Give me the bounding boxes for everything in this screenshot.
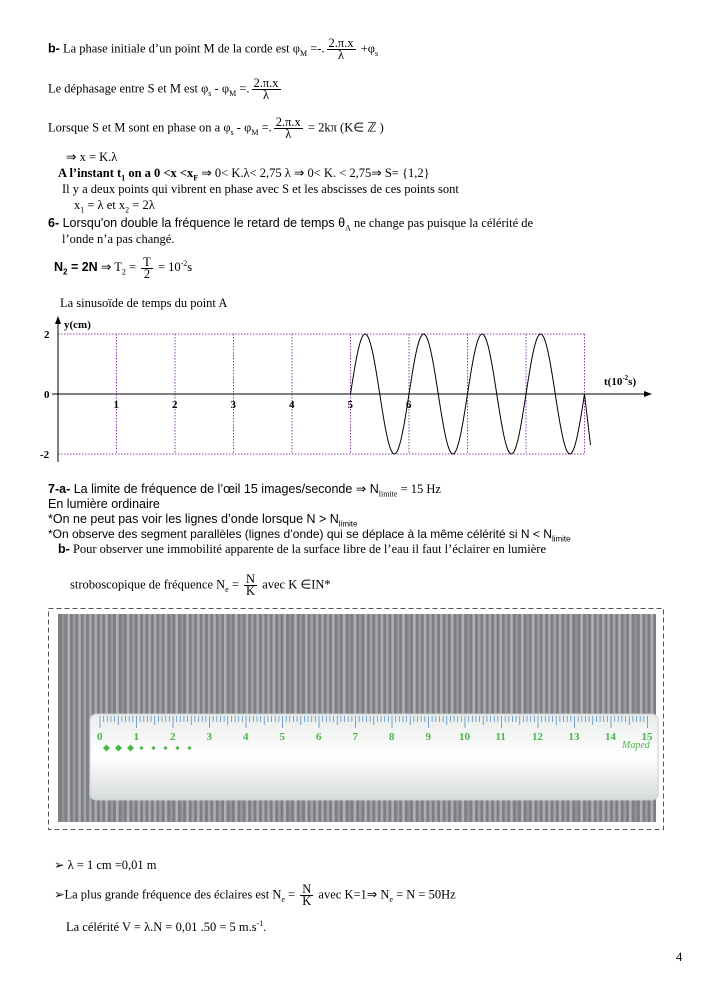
- y-axis-arrow: [55, 316, 61, 324]
- fraction: $\frac{N}{K}$: [302, 882, 312, 908]
- fraction: $\frac{2.\pi.x}{\lambda}$: [275, 115, 301, 141]
- sinusoide-title: La sinusoïde de temps du point A: [60, 296, 228, 310]
- frequence-line: ➢La plus grande fréquence des éclaires est $N_e$ = $\frac{N}{K}$ avec K=1⇒ $N_e = N = 50Hz$: [54, 882, 456, 908]
- ruler-number: 10: [459, 731, 470, 743]
- question-6-line2: l’onde n’a pas changé.: [62, 232, 175, 246]
- x-axis-arrow: [644, 391, 652, 397]
- n2-line: $N_2 = 2N$ ⇒ $T_2$ = $\frac{T}{2}$ = $10^{-2}s$: [54, 254, 193, 281]
- x-tick-label: 1: [113, 399, 119, 411]
- two-points-line: Il y a deux points qui vibrent en phase avec S et les abscisses de ces points sont: [62, 182, 459, 196]
- ruler-number: 8: [389, 731, 395, 743]
- ruler-number: 14: [605, 731, 616, 743]
- ruler-number: 4: [243, 731, 249, 743]
- ruler-number: 7: [352, 731, 358, 743]
- b2-line: b- Pour observer une immobilité apparente de la surface libre de l’eau il faut l’éclairer en lumière: [58, 542, 546, 556]
- x-tick-label: 5: [347, 399, 353, 411]
- question-6-line: 6- Lorsqu'on double la fréquence le retard de temps $\theta_A$ ne change pas puisque la célérité de: [48, 216, 534, 233]
- celerite-line: La célérité V = λ.N = 0,01 .50 = 5 $m.s^{-1}$.: [66, 919, 267, 935]
- fraction: $\frac{2.\pi.x}{\lambda}$: [253, 76, 279, 102]
- lambda-line: ➢ λ = 1 cm =0,01 m: [54, 858, 157, 872]
- ruler-number: 3: [206, 731, 212, 743]
- ruler-number: 13: [568, 731, 580, 743]
- chart-axes: [52, 316, 652, 462]
- page-number: 4: [676, 950, 683, 964]
- wave-line: [73, 614, 76, 822]
- ruler-number: 15: [641, 731, 653, 743]
- ruler-number: 1: [133, 731, 139, 743]
- y-tick-label: 2: [44, 329, 50, 341]
- ruler-photo: [48, 608, 664, 830]
- star2-line: *On observe des segment parallèles (lignes d’onde) qui se déplace à la même célérité si $N < N_{limite}$: [48, 527, 571, 544]
- ruler-number: 2: [170, 731, 176, 743]
- fraction: $\frac{N}{K}$: [246, 572, 256, 598]
- ruler-number: 6: [316, 731, 322, 743]
- y-tick-labels: [40, 329, 50, 461]
- y-tick-label: 0: [44, 389, 50, 401]
- ruler-body: [90, 714, 658, 800]
- fraction: $\frac{T}{2}$: [143, 254, 151, 281]
- x-tick-label: 2: [172, 399, 178, 411]
- ruler-number: 0: [97, 731, 103, 743]
- ruler-number: 11: [495, 731, 506, 743]
- wave-line: [78, 614, 81, 822]
- ordinaire-line: En lumière ordinaire: [48, 497, 160, 511]
- x-tick-label: 6: [406, 399, 412, 411]
- strobo-line: stroboscopique de fréquence $N_e$ = $\frac{N}{K}$ avec K ∈IN*: [70, 572, 331, 598]
- wave-line: [62, 614, 65, 822]
- phase-initiale-line: b- La phase initiale d’un point M de la corde est $\varphi_M$ =-. $\frac{2.\pi.x}{\lambda}$ $+\varphi_s$: [48, 36, 379, 62]
- x-tick-label: 3: [230, 399, 236, 411]
- wave-line: [84, 614, 87, 822]
- ruler-number: 5: [279, 731, 285, 743]
- fraction: $\frac{2.\pi.x}{\lambda}$: [328, 36, 354, 62]
- sinusoid-chart: [38, 314, 658, 464]
- wave-line: [67, 614, 70, 822]
- abscisses-line: $x_1 = \lambda$ et $x_2 = 2\lambda$: [74, 198, 155, 215]
- dephasage-line: Le déphasage entre S et M est $\varphi_s - \varphi_M$ =. $\frac{2.\pi.x}{\lambda}$: [48, 76, 279, 102]
- x-axis-label: $t(10^{-2}s)$: [604, 374, 637, 388]
- implies-x-line: ⇒ x = K.λ: [66, 150, 118, 164]
- ruler-number: 9: [425, 731, 431, 743]
- y-axis-label: y(cm): [64, 319, 91, 331]
- ruler-number: 12: [532, 731, 543, 743]
- en-phase-line: Lorsque S et M sont en phase on a $\varphi_s - \varphi_M$ =. $\frac{2.\pi.x}{\lambda}$ = 2kπ (K∈ ℤ ): [48, 115, 384, 141]
- instant-line: A l’instant $t_1$ on a $0 <x <x_F$ ⇒ 0< K.λ< 2,75 λ ⇒ 0< K. < 2,75⇒ S= {1,2}: [58, 166, 430, 183]
- x-tick-label: 4: [289, 399, 295, 411]
- x-tick-labels: [114, 399, 413, 411]
- star1-line: *On ne peut pas voir les lignes d’onde lorsque $N > N_{limite}$: [48, 512, 358, 529]
- question-7a-line: 7-a- La limite de fréquence de l’œil 15 images/seconde ⇒ $N_{limite} = 15$ Hz: [48, 482, 441, 499]
- ruler-brand: Maped: [622, 740, 650, 751]
- y-tick-label: -2: [40, 449, 50, 461]
